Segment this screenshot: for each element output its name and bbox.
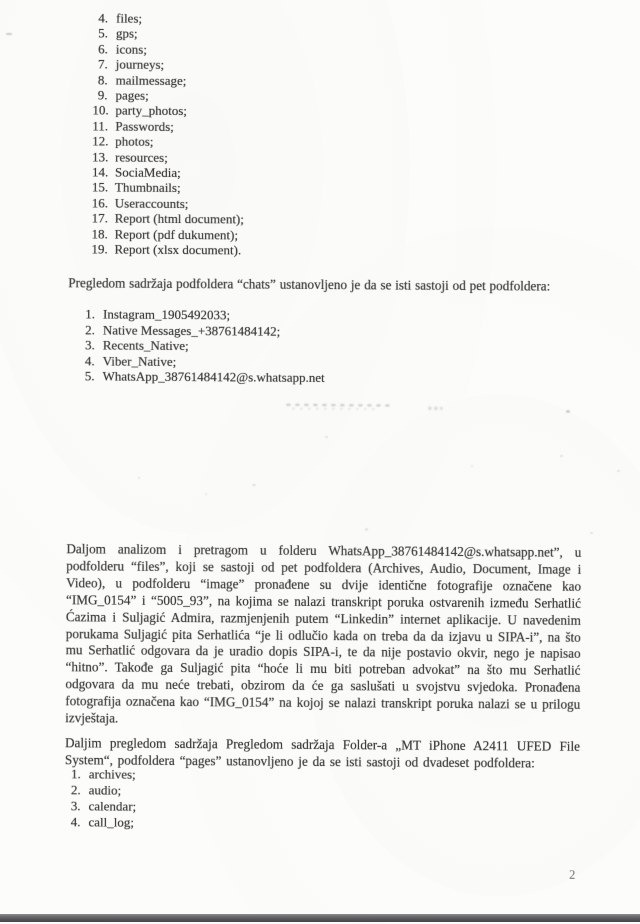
list-item-number: 3. (70, 798, 81, 814)
list-item (92, 118, 244, 134)
list-item (93, 26, 245, 42)
list-item-label: photos; (115, 133, 154, 150)
scan-speck (560, 455, 563, 457)
list-item-number: 4. (70, 814, 81, 830)
list-item (84, 322, 325, 339)
scan-speck (6, 33, 12, 35)
list-item (70, 798, 137, 814)
list-item-label: audio; (88, 782, 122, 798)
list-item-label: Passwords; (115, 118, 174, 134)
list-item-label: icons; (115, 41, 147, 57)
list-item-label: journeys; (115, 56, 165, 73)
scan-speck (617, 470, 620, 472)
list-item (92, 87, 244, 103)
list-item-number: 3. (84, 337, 95, 353)
list-item (92, 226, 244, 242)
list-item-label: mailmessage; (115, 72, 187, 88)
scan-speck (471, 465, 473, 467)
list-item-label: call_log; (88, 814, 135, 830)
list-item-number: 4. (98, 10, 109, 26)
list-item-number: 11. (92, 118, 109, 134)
list-item (92, 164, 244, 180)
list-item-number: 1. (71, 766, 81, 782)
list-item (84, 353, 325, 370)
whatsapp-analysis-paragraph: Daljom analizom i pretragom u folderu WhatsApp_38761484142@s.whatsapp.net”, u podfolderu “files”, koji se sastoji od pet podfoldera (Archives, Audio, Document, Image i Video), u podfolderu “image” pronađene su dvije identične fotografije označene kao “IMG_0154” i “5005_93”, na kojima se nalazi transkript poruka ostvarenih između Serhatlić Ćazima i Suljagić Admira, razmjenjenih putem “Linkedin” internet aplikacije. U navedenim porukama Suljagić pita Serhatlića “je li odlučio kada on treba da da izjavu u SIPA-i”, na što mu Serhatlić odgovara da je uradio dopis SIPA-i, te da nije postavio okvir, nego je napisao “hitno”. Takođe ga Suljagić pita “hoće li mu biti potreban advokat” na što mu Serhatlić odgovara da mu neće trebati, obzirom da će ga saslušati u svojstvu svjedoka. Pronađena fotografija označena kao “IMG_0154” na kojoj se nalazi transkript poruka nalazi se u prilogu izvještaja. (65, 541, 582, 726)
list-item-label: SociaMedia; (114, 164, 181, 181)
list-item (84, 368, 325, 385)
list-item-number: 5. (98, 25, 109, 41)
list-item (70, 766, 137, 782)
page-number: 2 (569, 867, 576, 882)
list-item-number: 16. (91, 195, 109, 211)
scan-speck (252, 484, 256, 486)
list-item (69, 814, 136, 830)
scan-speck (205, 493, 207, 495)
list-item-number: 5. (84, 368, 95, 384)
list-item (93, 10, 245, 26)
list-item (84, 306, 325, 323)
list-item-label: Viber_Native; (102, 352, 177, 369)
scan-speck (365, 528, 368, 531)
list-item-label: gps; (115, 25, 138, 42)
scan-smudge (286, 403, 394, 411)
list-item (93, 41, 245, 57)
list-item-label: Report (pdf dukument); (114, 226, 239, 243)
list-item-label: WhatsApp_38761484142@s.whatsapp.net (102, 368, 325, 386)
scan-speck (138, 477, 140, 479)
list-item-label: Useraccounts; (114, 195, 189, 211)
scan-speck (590, 532, 593, 534)
list-item (91, 241, 243, 257)
list-item-label: files; (116, 10, 143, 26)
list-item-label: Report (html document); (114, 210, 244, 227)
list-item-number: 9. (97, 87, 108, 103)
list-item-label: Instagram_1905492033; (102, 306, 231, 323)
scan-speck (566, 410, 570, 413)
chats-subfolder-list (84, 306, 326, 385)
list-item (92, 180, 244, 196)
list-item-number: 14. (91, 164, 109, 180)
pages-subfolder-list (69, 766, 136, 830)
list-item-label: archives; (88, 766, 136, 782)
list-item (92, 103, 244, 119)
list-item-number: 13. (92, 149, 109, 165)
list-item-number: 19. (91, 241, 108, 257)
scan-smudge (428, 407, 442, 410)
list-item-label: party_photos; (115, 103, 187, 119)
list-item-label: pages; (115, 87, 149, 103)
list-item-label: calendar; (88, 798, 137, 814)
list-item-number: 7. (97, 56, 108, 72)
list-item (93, 57, 245, 73)
list-item-number: 1. (85, 306, 96, 322)
list-item-number: 18. (91, 226, 108, 242)
list-item (92, 134, 244, 150)
scan-speck (325, 436, 328, 438)
list-item-label: resources; (115, 149, 168, 165)
list-item-number: 4. (84, 352, 95, 368)
list-item (92, 211, 244, 227)
list-item-label: Native Messages_+38761484142; (102, 321, 281, 339)
list-item-number: 12. (92, 133, 109, 149)
list-item-label: Report (xlsx document). (114, 241, 242, 258)
pages-intro-paragraph: Daljim pregledom sadržaja Pregledom sadržaja Folder-a „MT iPhone A2411 UFED File System“, podfoldera “pages” ustanovljeno je da se isti sastoji od dvadeset podfoldera: (64, 735, 581, 771)
folder-list-top (91, 10, 245, 258)
list-item-number: 2. (70, 782, 81, 798)
list-item-number: 15. (91, 179, 109, 195)
list-item (84, 337, 325, 354)
list-item-number: 8. (97, 72, 108, 88)
list-item-label: Thumbnails; (114, 180, 181, 196)
list-item (92, 149, 244, 165)
list-item (92, 195, 244, 211)
list-item-number: 6. (98, 41, 108, 57)
list-item-label: Recents_Native; (102, 337, 189, 354)
scanner-bottom-edge (0, 914, 640, 922)
list-item-number: 10. (92, 102, 109, 118)
chats-intro-paragraph: Pregledom sadržaja podfoldera “chats” ustanovljeno je da se isti sastoji od pet podfoldera: (68, 275, 551, 294)
list-item-number: 17. (91, 210, 108, 226)
list-item (70, 782, 137, 798)
list-item-number: 2. (85, 321, 95, 337)
list-item (93, 72, 245, 88)
